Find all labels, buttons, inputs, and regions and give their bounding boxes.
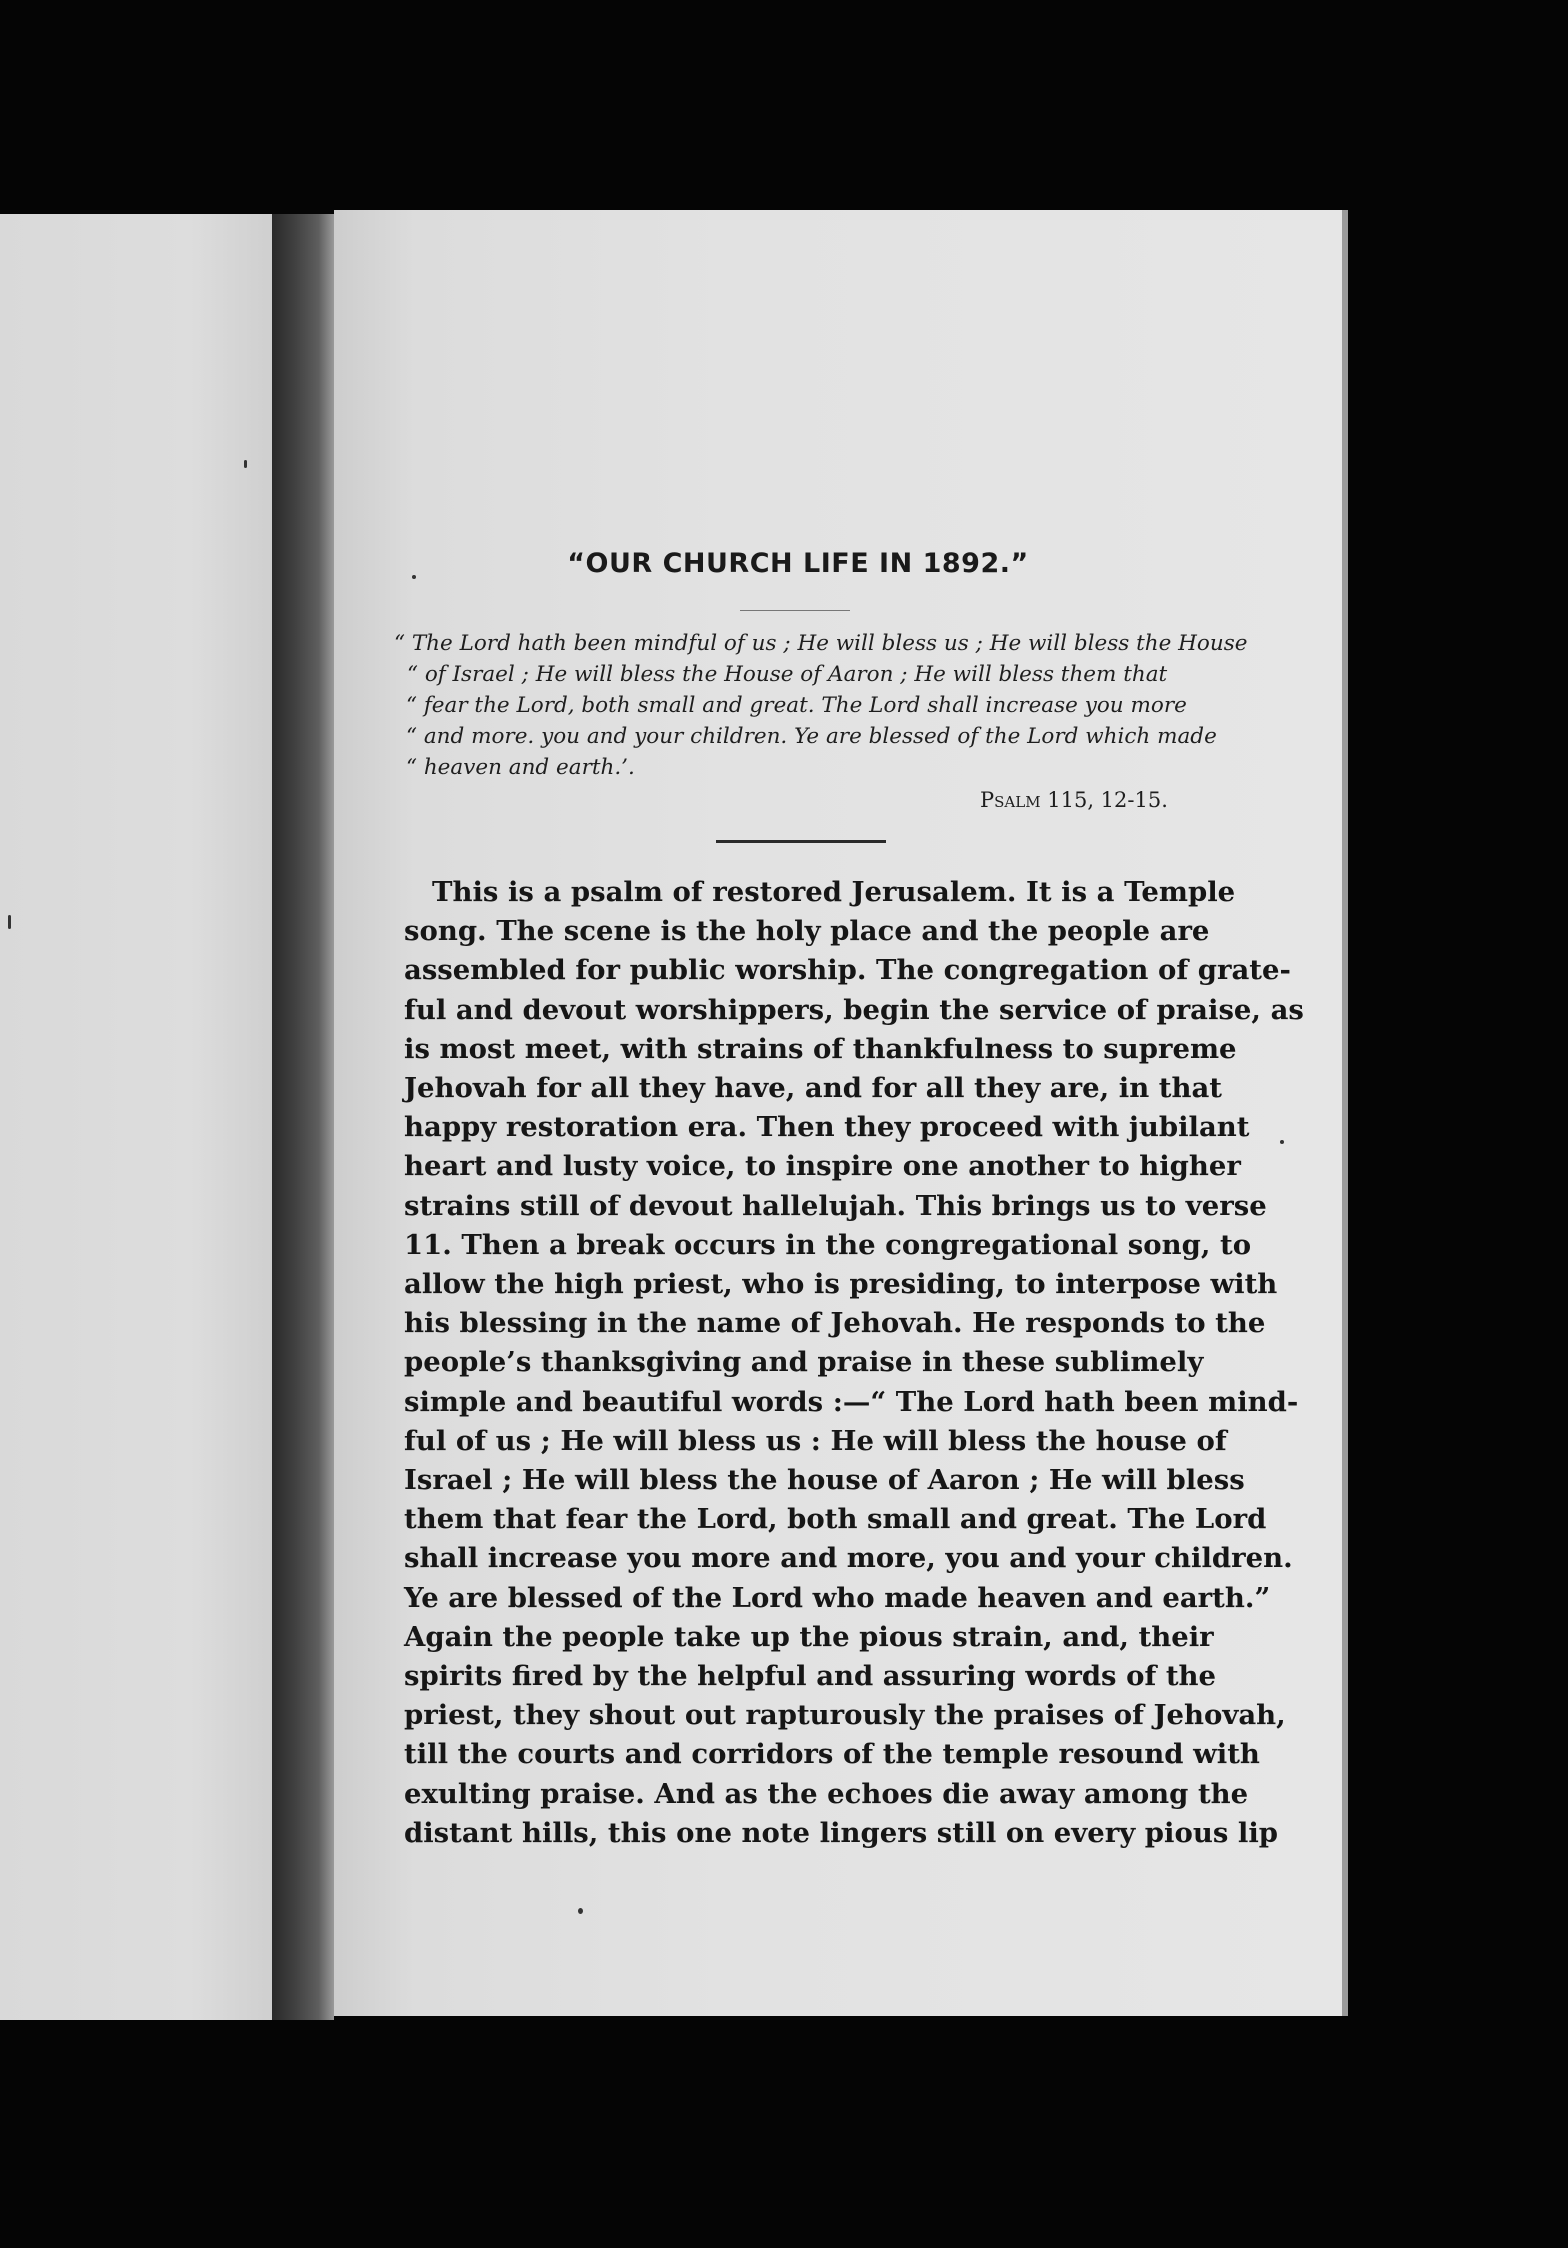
scan-speck [1280, 1140, 1284, 1144]
body-line: Ye are blessed of the Lord who made heaven and earth.” [404, 1581, 1271, 1614]
epigraph-line: “ of Israel ; He will bless the House of Aaron ; He will bless them that [407, 662, 1168, 687]
body-line: simple and beautiful words :—“ The Lord hath been mind- [404, 1385, 1299, 1418]
scan-speck [578, 1908, 583, 1914]
body-line: exulting praise. And as the echoes die away among the [404, 1777, 1249, 1810]
scan-speck [8, 915, 11, 929]
body-line: distant hills, this one note lingers still on every pious lip [404, 1816, 1278, 1849]
body-line: heart and lusty voice, to inspire one another to higher [404, 1150, 1241, 1183]
title-underline [740, 610, 850, 611]
left-page [0, 214, 272, 2020]
body-line: Jehovah for all they have, and for all they are, in that [404, 1072, 1222, 1105]
body-line: priest, they shout out rapturously the praises of Jehovah, [404, 1699, 1286, 1732]
right-page-edge [1342, 210, 1348, 2016]
body-line: Again the people take up the pious strain, and, their [404, 1620, 1214, 1653]
body-line: till the courts and corridors of the temple resound with [404, 1738, 1260, 1771]
body-line: 11. Then a break occurs in the congregational song, to [404, 1228, 1252, 1261]
body-line: strains still of devout hallelujah. This brings us to verse [404, 1189, 1267, 1222]
citation-book: Psalm [980, 788, 1041, 812]
epigraph-line: “ and more. you and your children. Ye are blessed of the Lord which made [406, 724, 1217, 749]
body-line: assembled for public worship. The congregation of grate- [404, 954, 1291, 987]
body-line: shall increase you more and more, you and your children. [404, 1542, 1293, 1575]
epigraph-line: “ The Lord hath been mindful of us ; He will bless us ; He will bless the House [394, 631, 1248, 656]
page-title: “OUR CHURCH LIFE IN 1892.” [567, 548, 1029, 579]
body-line: allow the high priest, who is presiding, to interpose with [404, 1268, 1278, 1301]
body-paragraph [404, 873, 1304, 1853]
scan-speck [244, 460, 247, 468]
body-line: spirits fired by the helpful and assuring words of the [404, 1660, 1217, 1693]
epigraph-quote [394, 628, 1248, 783]
body-line: Israel ; He will bless the house of Aaron ; He will bless [404, 1464, 1245, 1497]
body-line: them that fear the Lord, both small and great. The Lord [404, 1503, 1267, 1536]
section-divider [716, 840, 886, 843]
body-line: This is a psalm of restored Jerusalem. It is a Temple [432, 876, 1236, 908]
body-line: people’s thanksgiving and praise in these sublimely [404, 1346, 1204, 1379]
epigraph-line: “ heaven and earth.’. [406, 755, 635, 780]
book-spine-shadow [272, 214, 334, 2020]
scripture-citation [980, 788, 1168, 812]
body-line: is most meet, with strains of thankfulness to supreme [404, 1032, 1237, 1065]
body-line: ful of us ; He will bless us : He will bless the house of [404, 1424, 1227, 1457]
epigraph-line: “ fear the Lord, both small and great. The Lord shall increase you more [406, 693, 1187, 718]
scan-speck [412, 575, 416, 579]
body-line: song. The scene is the holy place and the people are [404, 915, 1210, 948]
body-line: ful and devout worshippers, begin the service of praise, as [404, 993, 1304, 1026]
body-line: happy restoration era. Then they proceed with jubilant [404, 1111, 1250, 1144]
citation-reference: 115, 12-15. [1047, 788, 1168, 812]
body-line: his blessing in the name of Jehovah. He responds to the [404, 1307, 1266, 1340]
